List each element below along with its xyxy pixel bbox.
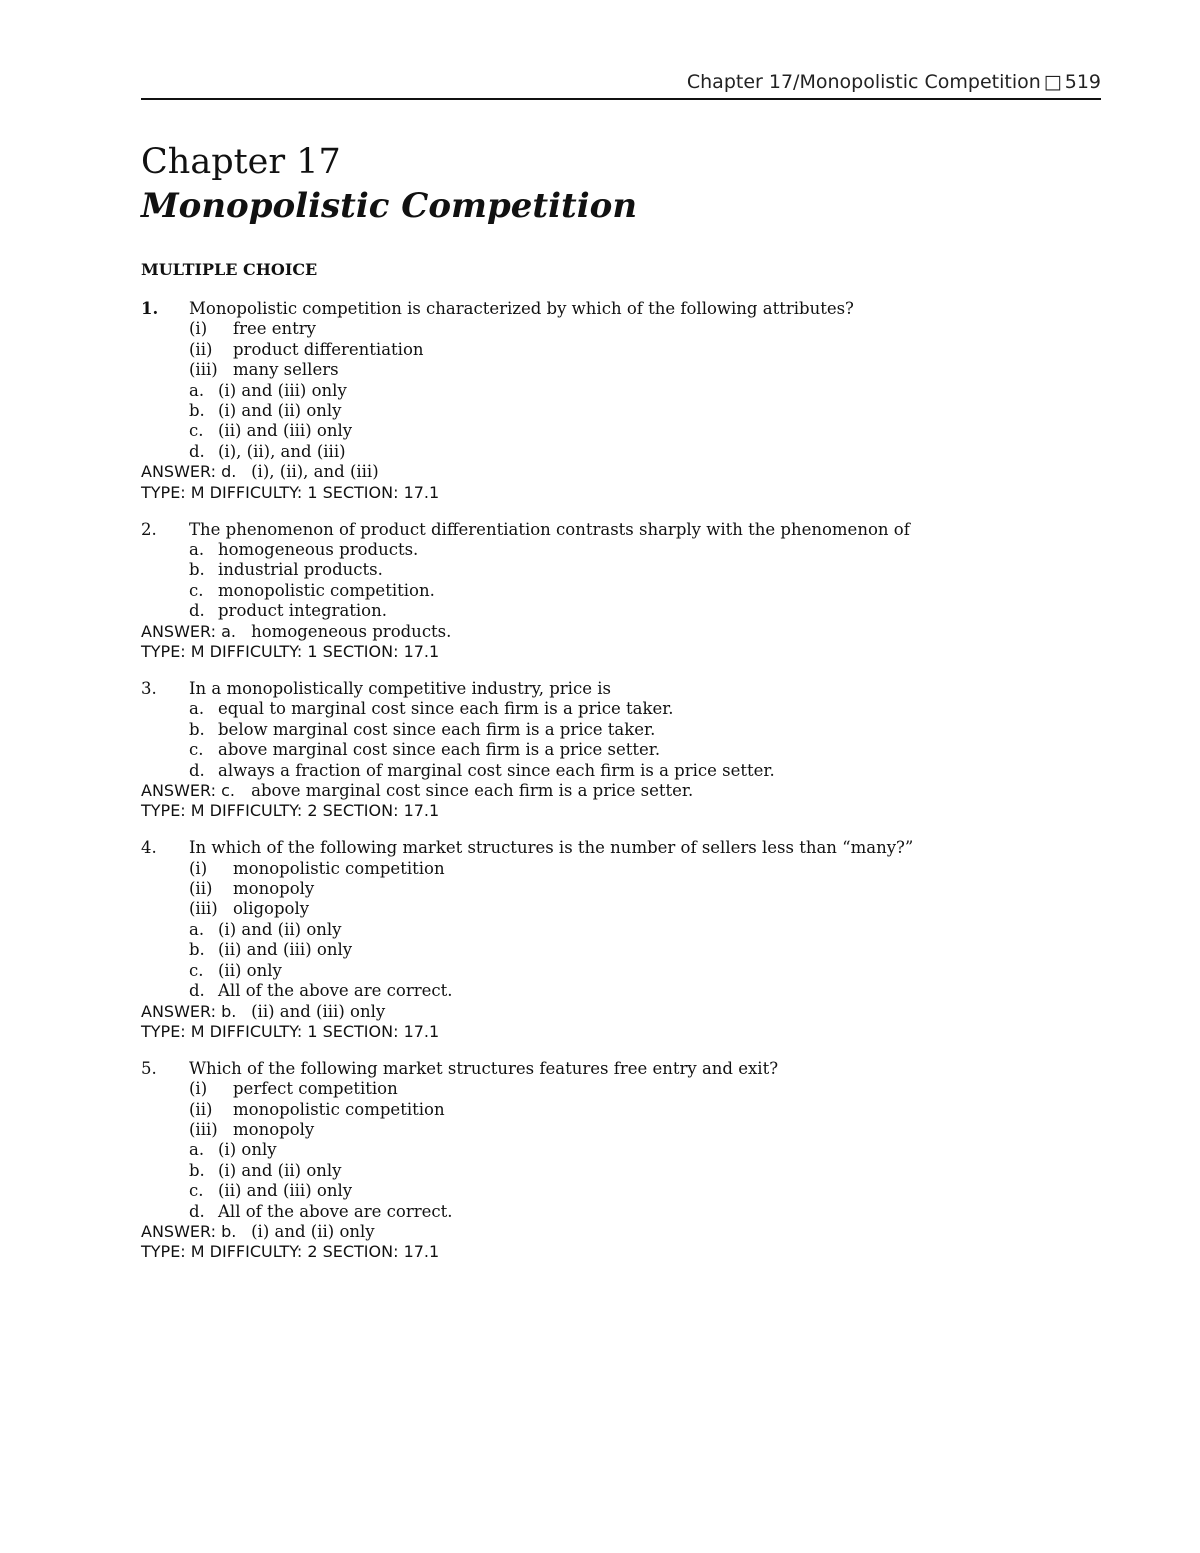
statement-item	[141, 1079, 1101, 1099]
option-text: All of the above are correct.	[218, 981, 453, 1001]
answer-letter: b.	[221, 1222, 237, 1242]
answer-option	[141, 421, 1101, 441]
statement-text: monopolistic competition	[233, 1099, 445, 1119]
statement-text: monopolistic competition	[233, 858, 445, 878]
answer-line	[141, 781, 1101, 801]
option-text: (i) only	[218, 1140, 277, 1160]
option-text: (ii) and (iii) only	[218, 421, 353, 441]
option-text: homogeneous products.	[218, 539, 419, 559]
answer-line	[141, 1222, 1101, 1242]
option-text: (i) and (iii) only	[218, 380, 347, 400]
option-text: always a fraction of marginal cost since each firm is a price setter.	[218, 760, 775, 780]
chapter-title-block	[141, 140, 637, 228]
answer-option	[141, 699, 1101, 719]
answer-option	[141, 981, 1101, 1001]
question-item	[141, 299, 1101, 503]
option-label: d.	[189, 441, 205, 461]
statement-label: (i)	[189, 319, 208, 339]
question-number: 1.	[141, 299, 159, 318]
option-label: d.	[189, 981, 205, 1001]
answer-prefix: ANSWER:	[141, 621, 222, 641]
statement-label: (ii)	[189, 339, 213, 359]
option-text: product integration.	[218, 601, 387, 621]
option-text: equal to marginal cost since each firm is a price taker.	[218, 699, 674, 719]
answer-option	[141, 601, 1101, 621]
statement-label: (i)	[189, 1079, 208, 1099]
option-label: c.	[189, 1181, 204, 1201]
statement-label: (iii)	[189, 360, 218, 380]
option-label: d.	[189, 760, 205, 780]
answer-prefix: ANSWER:	[141, 462, 222, 482]
question-item	[141, 838, 1101, 1042]
header-separator-glyph: □	[1043, 71, 1062, 93]
question-number: 4.	[141, 838, 157, 858]
statement-text: free entry	[233, 319, 316, 339]
answer-option	[141, 560, 1101, 580]
option-label: c.	[189, 421, 204, 441]
answer-text: (ii) and (iii) only	[251, 1001, 386, 1021]
answer-prefix: ANSWER:	[141, 1001, 222, 1021]
option-text: (ii) and (iii) only	[218, 1181, 353, 1201]
answer-option	[141, 1181, 1101, 1201]
question-stem	[141, 838, 1101, 858]
statement-label: (ii)	[189, 1099, 213, 1119]
question-text: In which of the following market structures is the number of sellers less than “many?”	[189, 838, 914, 858]
running-header	[687, 70, 1101, 94]
answer-letter: d.	[221, 462, 237, 482]
question-metadata: TYPE: M DIFFICULTY: 2 SECTION: 17.1	[141, 801, 440, 821]
answer-text: homogeneous products.	[251, 621, 452, 641]
section-heading: MULTIPLE CHOICE	[141, 260, 318, 279]
question-item	[141, 679, 1101, 822]
statement-text: many sellers	[233, 360, 339, 380]
answer-option	[141, 1140, 1101, 1160]
option-text: All of the above are correct.	[218, 1201, 453, 1221]
answer-letter: c.	[221, 780, 235, 800]
question-stem	[141, 299, 1101, 319]
statement-label: (ii)	[189, 879, 213, 899]
option-label: b.	[189, 560, 205, 580]
option-label: a.	[189, 1140, 205, 1160]
question-text: Which of the following market structures features free entry and exit?	[189, 1058, 779, 1078]
statement-item	[141, 1100, 1101, 1120]
answer-option	[141, 1202, 1101, 1222]
question-number: 3.	[141, 678, 157, 698]
page-number: 519	[1064, 71, 1101, 93]
statement-item	[141, 360, 1101, 380]
option-text: (i) and (ii) only	[218, 1160, 342, 1180]
option-label: a.	[189, 539, 205, 559]
question-text: In a monopolistically competitive industry, price is	[189, 678, 611, 698]
answer-text: above marginal cost since each firm is a price setter.	[251, 780, 694, 800]
option-text: monopolistic competition.	[218, 580, 435, 600]
question-metadata: TYPE: M DIFFICULTY: 1 SECTION: 17.1	[141, 642, 440, 661]
question-number: 2.	[141, 519, 157, 539]
chapter-title: Monopolistic Competition	[141, 186, 638, 226]
answer-option	[141, 940, 1101, 960]
question-stem	[141, 679, 1101, 699]
option-text: (i) and (ii) only	[218, 401, 342, 421]
option-label: b.	[189, 719, 205, 739]
statement-label: (iii)	[189, 899, 218, 919]
statement-item	[141, 340, 1101, 360]
statement-label: (iii)	[189, 1120, 218, 1140]
option-label: c.	[189, 960, 204, 980]
answer-option	[141, 581, 1101, 601]
question-list	[141, 299, 1101, 1279]
answer-line	[141, 462, 1101, 482]
question-stem	[141, 520, 1101, 540]
question-metadata: TYPE: M DIFFICULTY: 2 SECTION: 17.1	[141, 1242, 440, 1262]
answer-option	[141, 961, 1101, 981]
answer-text: (i), (ii), and (iii)	[251, 462, 379, 482]
option-text: below marginal cost since each firm is a price taker.	[218, 719, 656, 739]
statement-item	[141, 319, 1101, 339]
question-number: 5.	[141, 1058, 157, 1078]
answer-letter: a.	[221, 621, 236, 641]
option-label: c.	[189, 580, 204, 600]
option-text: (ii) and (iii) only	[218, 940, 353, 960]
option-label: b.	[189, 940, 205, 960]
chapter-number: Chapter 17	[141, 142, 341, 182]
option-label: b.	[189, 1160, 205, 1180]
answer-option	[141, 401, 1101, 421]
question-text: The phenomenon of product differentiation contrasts sharply with the phenomenon of	[189, 519, 910, 539]
answer-prefix: ANSWER:	[141, 1222, 222, 1242]
page-header	[141, 70, 1101, 100]
option-text: (i), (ii), and (iii)	[218, 441, 346, 461]
answer-option	[141, 442, 1101, 462]
question-text: Monopolistic competition is characterized by which of the following attributes?	[189, 299, 854, 318]
statement-text: monopoly	[233, 1120, 315, 1140]
option-label: c.	[189, 740, 204, 760]
answer-option	[141, 761, 1101, 781]
statement-text: product differentiation	[233, 339, 424, 359]
question-item	[141, 520, 1101, 663]
question-metadata: TYPE: M DIFFICULTY: 1 SECTION: 17.1	[141, 1021, 440, 1041]
answer-option	[141, 381, 1101, 401]
option-text: above marginal cost since each firm is a price setter.	[218, 740, 661, 760]
statement-text: oligopoly	[233, 899, 310, 919]
option-text: (ii) only	[218, 960, 282, 980]
question-metadata: TYPE: M DIFFICULTY: 1 SECTION: 17.1	[141, 482, 440, 502]
option-label: d.	[189, 1201, 205, 1221]
option-label: a.	[189, 699, 205, 719]
answer-option	[141, 740, 1101, 760]
option-text: industrial products.	[218, 560, 383, 580]
statement-item	[141, 899, 1101, 919]
statement-item	[141, 859, 1101, 879]
statement-item	[141, 879, 1101, 899]
option-label: b.	[189, 401, 205, 421]
answer-option	[141, 720, 1101, 740]
answer-option	[141, 540, 1101, 560]
statement-text: monopoly	[233, 879, 315, 899]
option-label: d.	[189, 601, 205, 621]
answer-option	[141, 1161, 1101, 1181]
question-item	[141, 1059, 1101, 1263]
statement-item	[141, 1120, 1101, 1140]
answer-option	[141, 920, 1101, 940]
answer-prefix: ANSWER:	[141, 780, 222, 800]
running-header-title: Chapter 17/Monopolistic Competition	[686, 71, 1041, 93]
answer-letter: b.	[221, 1001, 237, 1021]
answer-line	[141, 622, 1101, 642]
question-stem	[141, 1059, 1101, 1079]
option-label: a.	[189, 919, 205, 939]
answer-text: (i) and (ii) only	[251, 1222, 375, 1242]
statement-text: perfect competition	[233, 1079, 398, 1099]
statement-label: (i)	[189, 858, 208, 878]
option-label: a.	[189, 380, 205, 400]
answer-line	[141, 1002, 1101, 1022]
option-text: (i) and (ii) only	[218, 919, 342, 939]
